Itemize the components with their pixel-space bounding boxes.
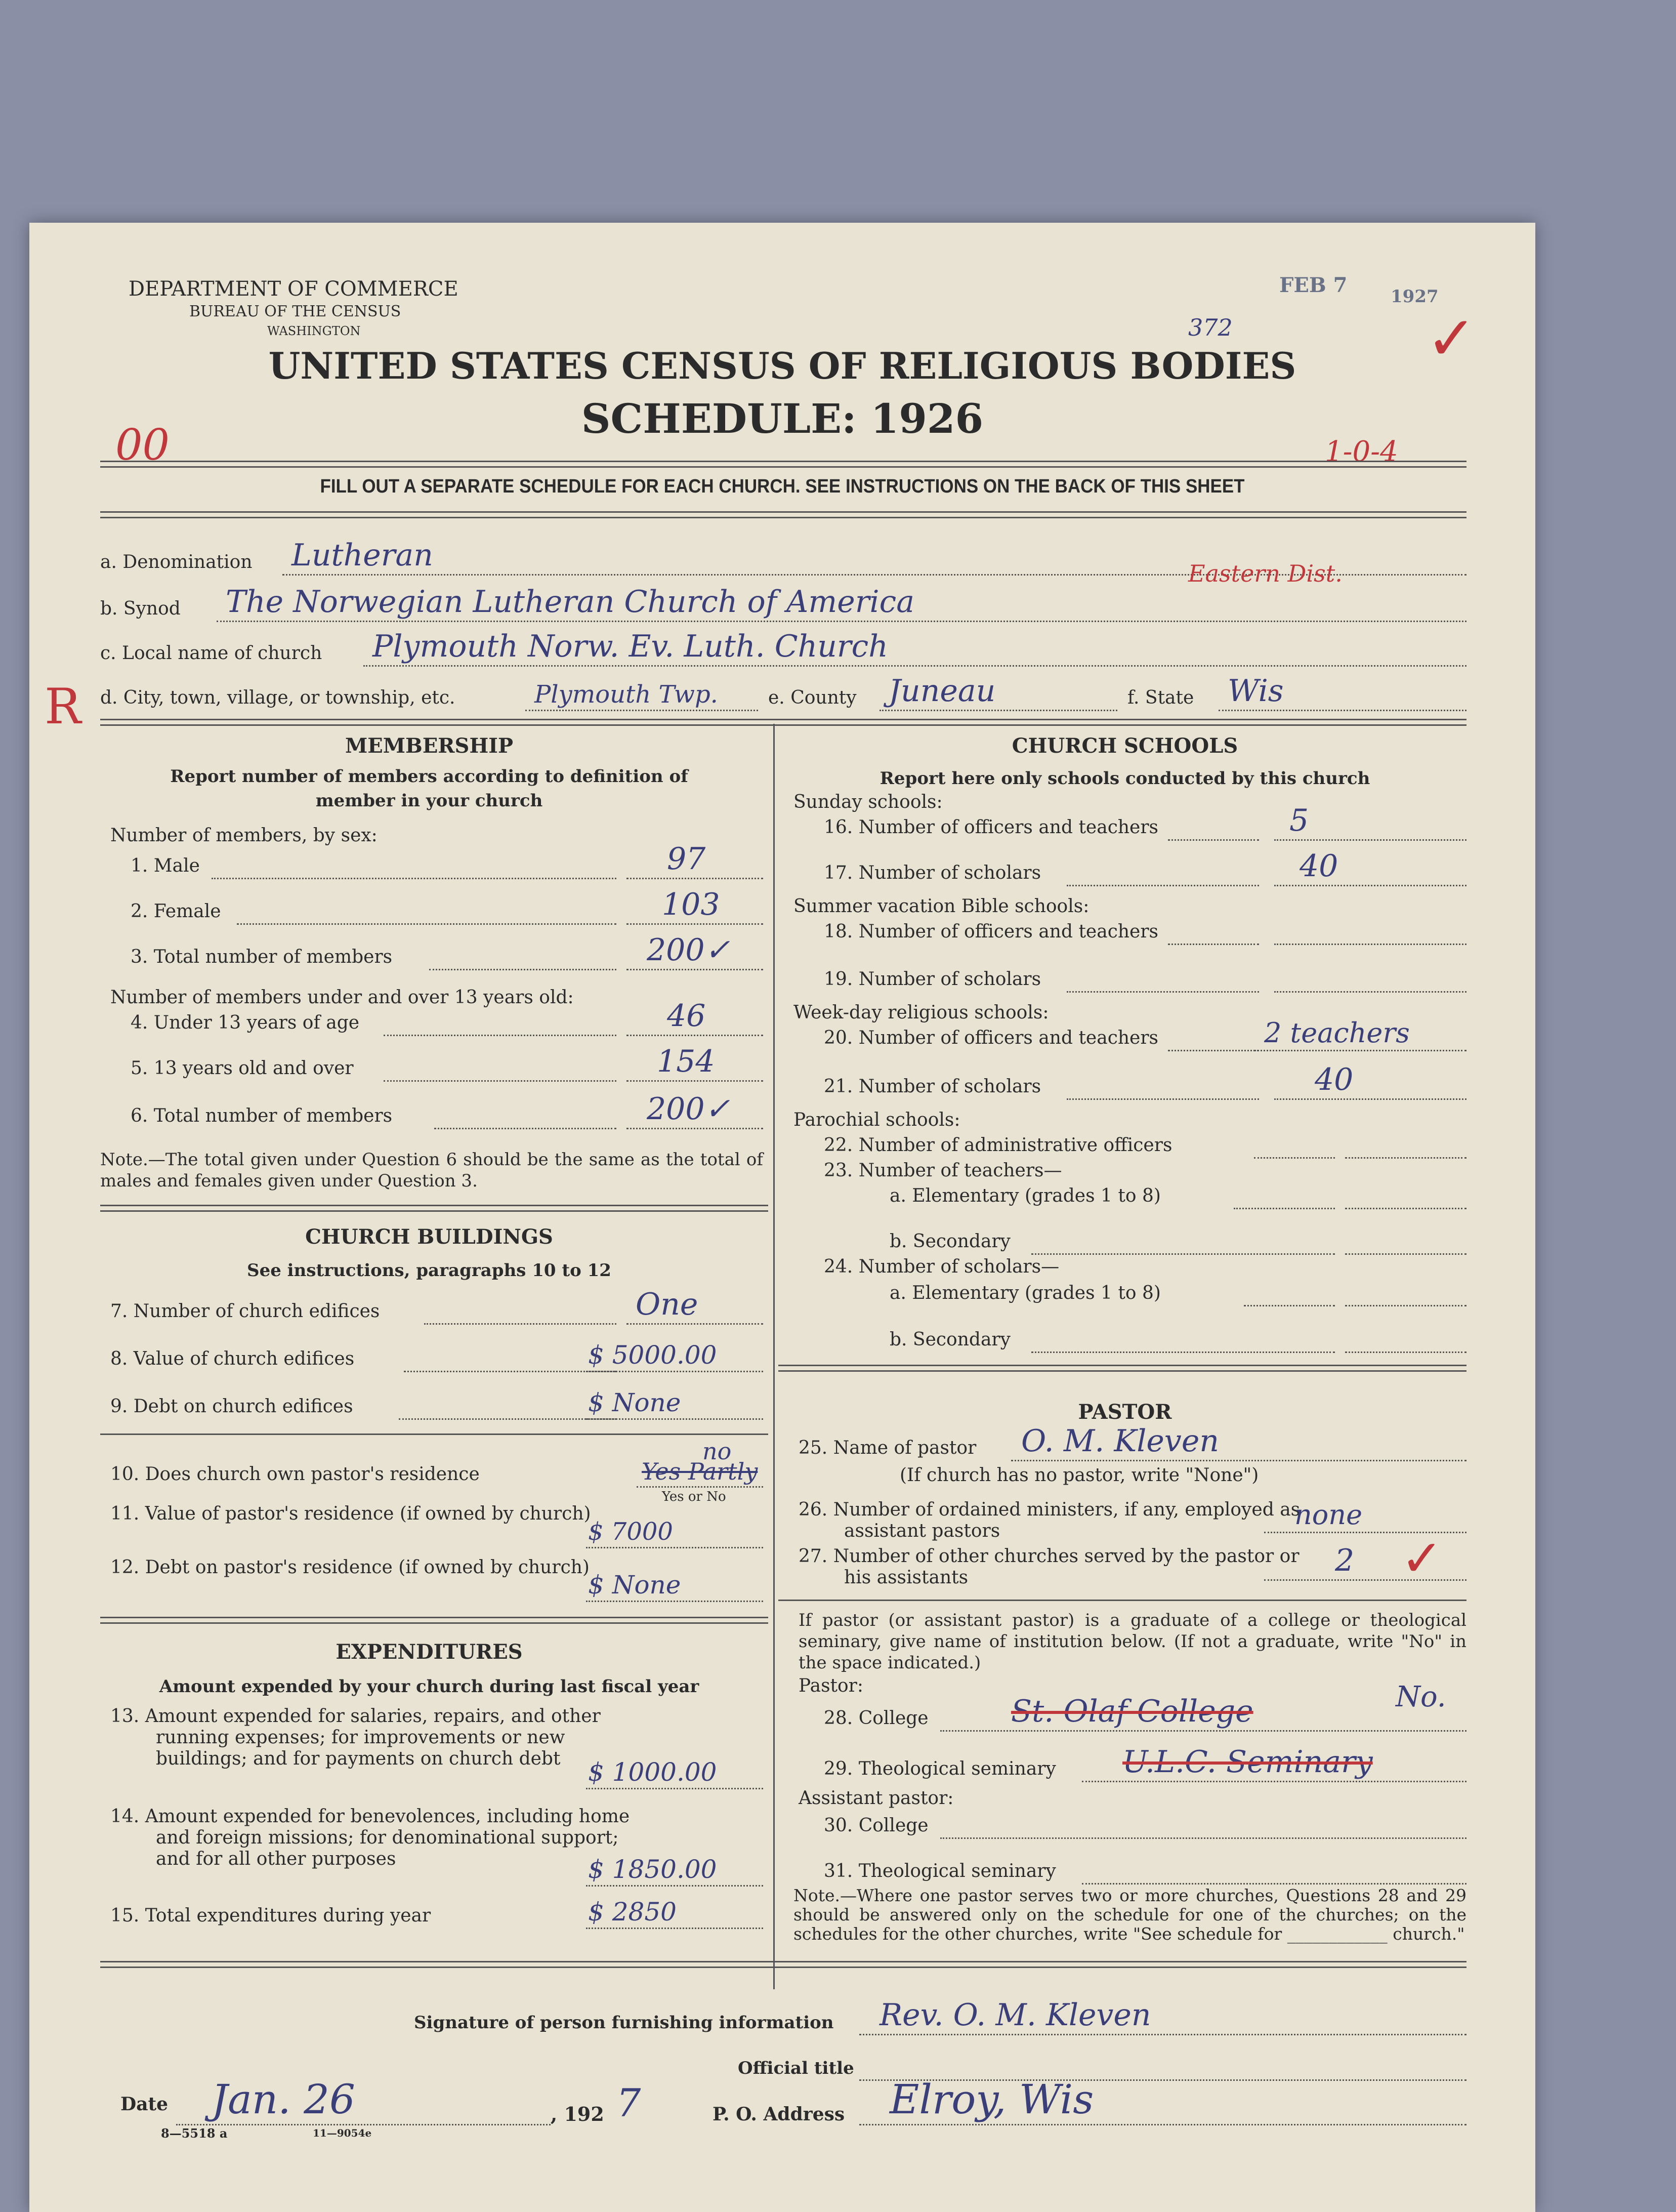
signature-label: Signature of person furnishing information [414,2013,834,2033]
weekday-schools-label: Week-day religious schools: [793,1002,1049,1023]
county-label: e. County [768,687,857,708]
q6-field[interactable] [626,1091,763,1129]
q23a-label: a. Elementary (grades 1 to 8) [890,1185,1161,1206]
q9-field[interactable] [586,1390,763,1420]
address-label: P. O. Address [713,2104,845,2125]
received-stamp-date: FEB 7 [1279,273,1348,297]
expenditures-heading: EXPENDITURES [336,1640,523,1664]
membership-note: Note.—The total given under Question 6 should be the same as the total of males and females given under Question 3. [100,1150,763,1191]
q6-leader [434,1099,616,1129]
q23b-field[interactable] [1345,1225,1466,1255]
q23a-field[interactable] [1345,1179,1466,1209]
q21-value: 40 [1315,1062,1354,1097]
q4-leader [384,1006,616,1036]
instruction-banner: FILL OUT A SEPARATE SCHEDULE FOR EACH CHURCH. SEE INSTRUCTIONS ON THE BACK OF THIS SHEET [320,476,1245,497]
city-field[interactable] [525,681,758,711]
mark-R: R [45,678,81,735]
q24b-field[interactable] [1345,1323,1466,1353]
q21-leader [1067,1070,1259,1100]
q24b-label: b. Secondary [890,1329,1011,1350]
date-value: Jan. 26 [212,2076,355,2123]
q18-label: 18. Number of officers and teachers [824,921,1159,942]
schools-sub: Report here only schools conducted by this church [879,768,1370,789]
q24-label: 24. Number of scholars— [824,1256,1060,1277]
summer-schools-label: Summer vacation Bible schools: [793,896,1090,917]
pastor-label: Pastor: [799,1675,864,1696]
q16-leader [1168,811,1259,841]
q24a-field[interactable] [1345,1277,1466,1306]
q24a-label: a. Elementary (grades 1 to 8) [890,1283,1161,1303]
q14-label: 14. Amount expended for benevolences, including home and foreign missions; for denominational support; and for all other purposes [110,1806,630,1869]
address-value: Elroy, Wis [890,2076,1094,2123]
membership-sub: Report number of members according to definition of member in your church [170,766,688,811]
q8-field[interactable] [586,1342,763,1372]
q8-value: $ 5000.00 [588,1340,717,1370]
q26-value: none [1294,1499,1363,1531]
synod-value: The Norwegian Lutheran Church of America [226,584,914,620]
q22-field[interactable] [1345,1129,1466,1159]
q8-label: 8. Value of church edifices [110,1348,355,1369]
yes-or-no-caption: Yes or No [662,1489,726,1504]
q23-label: 23. Number of teachers— [824,1160,1062,1181]
buildings-sub: See instructions, paragraphs 10 to 12 [247,1260,611,1281]
received-stamp-year: 1927 [1391,286,1439,307]
q31-field[interactable] [1082,1855,1466,1885]
q10-correction: no [702,1438,732,1465]
q19-leader [1067,963,1259,993]
q3-value: 200✓ [647,932,730,968]
q10-value: Yes Partly [642,1458,758,1485]
mark-00: 00 [115,420,170,470]
q31-label: 31. Theological seminary [824,1861,1056,1881]
city-label: d. City, town, village, or township, etc. [100,687,455,708]
state-label: f. State [1127,687,1194,708]
city-label: WASHINGTON [267,324,361,338]
q25-note: (If church has no pastor, write "None") [900,1465,1259,1486]
q18-field[interactable] [1274,915,1466,945]
sunday-schools-label: Sunday schools: [793,792,943,812]
q23a-leader [1234,1179,1335,1209]
q7-label: 7. Number of church edifices [110,1301,380,1322]
mark-1-0-4: 1-0-4 [1325,435,1398,468]
q28-value: St. Olaf College [1011,1694,1253,1729]
q4-value: 46 [667,998,706,1034]
q11-value: $ 7000 [588,1518,673,1546]
q15-field[interactable] [586,1899,763,1929]
q8-leader [404,1342,616,1372]
q7-value: One [636,1287,698,1322]
q2-field[interactable] [626,887,763,925]
graduate-instruction: If pastor (or assistant pastor) is a graduate of a college or theological seminary, give name of institution below. (If not a graduate, write "No" in the space indicated.) [799,1610,1466,1673]
pastor-heading: PASTOR [1078,1400,1172,1424]
q29-field[interactable] [1082,1744,1466,1782]
q22-leader [1254,1129,1335,1159]
assistant-pastor-label: Assistant pastor: [799,1788,954,1809]
city-value: Plymouth Twp. [534,680,718,709]
q25-value: O. M. Kleven [1021,1423,1219,1459]
q29-value: U.L.C. Seminary [1122,1744,1373,1780]
check-mark-icon: ✓ [1426,304,1477,374]
form-number: 8—5518 a [161,2126,228,2141]
church-name-field[interactable] [363,629,1466,667]
by-sex-label: Number of members, by sex: [110,825,378,846]
q23b-leader [1031,1225,1335,1255]
q9-value: $ None [588,1388,681,1417]
q9-leader [399,1390,616,1420]
q17-value: 40 [1300,848,1338,884]
parochial-schools-label: Parochial schools: [793,1110,960,1130]
year-digit: 7 [616,2080,641,2125]
synod-note: Eastern Dist. [1188,560,1343,587]
q20-label: 20. Number of officers and teachers [824,1028,1159,1048]
q15-label: 15. Total expenditures during year [110,1905,431,1926]
q13-label: 13. Amount expended for salaries, repairs, and other running expenses; for improvements or new buildings; and for payments on church debt [110,1706,601,1769]
q29-label: 29. Theological seminary [824,1758,1056,1779]
q12-field[interactable] [586,1572,763,1602]
q10-field[interactable] [637,1458,763,1488]
q1-label: 1. Male [131,855,200,876]
q23b-label: b. Secondary [890,1231,1011,1252]
date-label: Date [120,2094,169,2115]
q20-leader [1168,1021,1259,1051]
address-field[interactable] [859,2076,1466,2125]
county-field[interactable] [879,673,1117,711]
q13-field[interactable] [586,1759,763,1789]
expenditures-sub: Amount expended by your church during last fiscal year [159,1676,699,1697]
q12-label: 12. Debt on pastor's residence (if owned by church) [110,1557,590,1578]
synod-label: b. Synod [100,598,181,619]
q15-value: $ 2850 [588,1897,677,1927]
q4-field[interactable] [626,998,763,1036]
q26-label: 26. Number of ordained ministers, if any, employed as assistant pastors [799,1499,1301,1541]
q1-leader [212,849,616,879]
q21-label: 21. Number of scholars [824,1076,1041,1097]
q17-label: 17. Number of scholars [824,863,1041,883]
official-title-label: Official title [738,2058,854,2078]
q3-label: 3. Total number of members [131,947,393,967]
q5-value: 154 [657,1044,715,1079]
year-prefix: , 192 [551,2103,604,2125]
q3-field[interactable] [626,932,763,970]
q13-value: $ 1000.00 [588,1757,717,1787]
bureau-label: BUREAU OF THE CENSUS [189,303,401,320]
q11-label: 11. Value of pastor's residence (if owned by church) [110,1503,591,1524]
church-name-value: Plymouth Norw. Ev. Luth. Church [372,629,888,664]
dept-label: DEPARTMENT OF COMMERCE [129,277,458,301]
census-form-sheet [29,223,1535,2212]
q28-correction: No. [1396,1681,1446,1713]
q24a-leader [1244,1277,1335,1306]
q6-value: 200✓ [647,1091,730,1127]
q11-field[interactable] [586,1519,763,1548]
state-field[interactable] [1219,673,1466,711]
q16-label: 16. Number of officers and teachers [824,817,1159,838]
q1-field[interactable] [626,841,763,879]
q27-label: 27. Number of other churches served by the pastor or his assistants [799,1546,1300,1588]
q27-check-icon: ✓ [1401,1529,1443,1588]
q16-field[interactable] [1274,803,1466,841]
q2-value: 103 [662,887,720,922]
q1-value: 97 [667,841,706,877]
q5-field[interactable] [626,1044,763,1082]
q16-value: 5 [1289,803,1309,838]
q22-label: 22. Number of administrative officers [824,1135,1172,1156]
q5-label: 5. 13 years old and over [131,1058,354,1079]
q2-label: 2. Female [131,901,221,922]
q20-value: 2 teachers [1264,1017,1410,1049]
q4-label: 4. Under 13 years of age [131,1012,360,1033]
q27-value: 2 [1335,1543,1355,1578]
q12-value: $ None [588,1570,681,1600]
q19-label: 19. Number of scholars [824,969,1041,990]
q6-label: 6. Total number of members [131,1105,393,1126]
schools-heading: CHURCH SCHOOLS [1012,734,1238,758]
mark-372: 372 [1188,314,1233,341]
q25-field[interactable] [1011,1423,1466,1461]
membership-heading: MEMBERSHIP [345,734,514,758]
q3-leader [429,940,616,970]
q14-field[interactable] [586,1857,763,1887]
q24b-leader [1031,1323,1335,1353]
form-title: UNITED STATES CENSUS OF RELIGIOUS BODIES [268,344,1296,387]
q9-label: 9. Debt on church edifices [110,1396,353,1417]
buildings-heading: CHURCH BUILDINGS [305,1225,553,1249]
county-value: Juneau [889,673,996,709]
q5-leader [384,1052,616,1082]
signature-value: Rev. O. M. Kleven [879,1997,1151,2033]
q2-leader [237,895,616,925]
signature-field[interactable] [859,1997,1466,2035]
q25-label: 25. Name of pastor [799,1438,977,1458]
pastor-note: Note.—Where one pastor serves two or more churches, Questions 28 and 29 should be answered only on the schedule for one of the churches; on the schedules for the other churches, write "See schedule for ____________ church." [793,1886,1466,1944]
age-label: Number of members under and over 13 years old: [110,987,574,1008]
q17-leader [1067,856,1259,886]
q10-label: 10. Does church own pastor's residence [110,1464,480,1485]
state-value: Wis [1228,673,1284,709]
form-number-2: 11—9054e [313,2127,372,2139]
q30-label: 30. College [824,1815,929,1836]
q7-leader [424,1295,616,1325]
schedule-title: SCHEDULE: 1926 [581,395,984,442]
q7-field[interactable] [626,1287,763,1325]
church-name-label: c. Local name of church [100,643,322,664]
q20-field[interactable] [1254,1017,1466,1051]
q30-field[interactable] [940,1809,1466,1839]
q19-field[interactable] [1274,963,1466,993]
q21-field[interactable] [1274,1062,1466,1100]
q18-leader [1168,915,1259,945]
denomination-value: Lutheran [291,538,433,573]
q17-field[interactable] [1274,848,1466,886]
date-field[interactable] [176,2076,551,2125]
q14-value: $ 1850.00 [588,1855,717,1884]
synod-field[interactable] [217,584,1466,622]
q28-label: 28. College [824,1708,929,1729]
denomination-label: a. Denomination [100,552,253,572]
